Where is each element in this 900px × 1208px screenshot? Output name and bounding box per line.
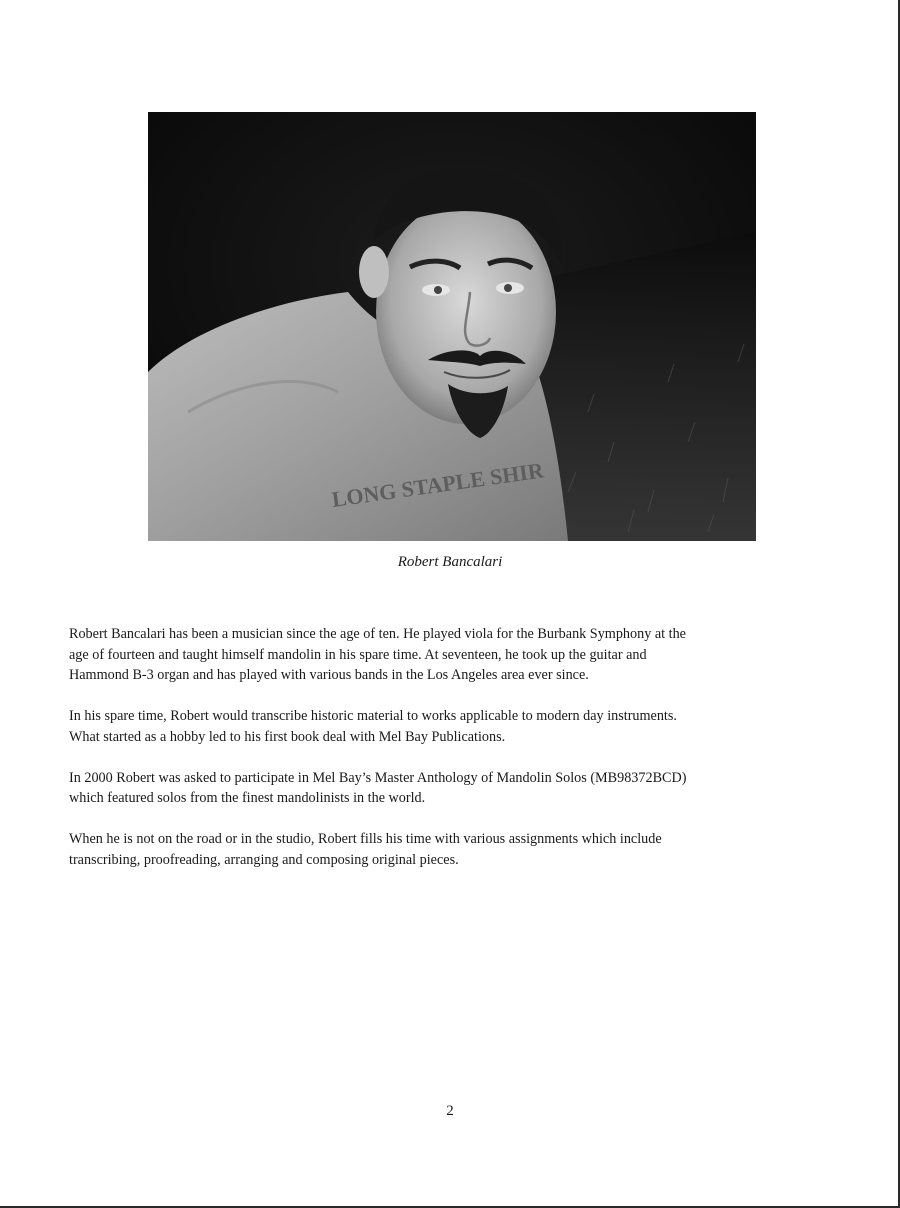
author-photo bbox=[148, 112, 756, 541]
shirt-print: LONG STAPLE SHIR bbox=[330, 457, 546, 512]
bio-paragraph: In 2000 Robert was asked to participate in Mel Bay’s Master Anthology of Mandolin Solos (MB98372BCD) which featured solos from the finest mandolinists in the world. bbox=[69, 769, 687, 806]
author-photo-drawing bbox=[148, 112, 756, 541]
page-number: 2 bbox=[446, 1103, 454, 1119]
bio-paragraph: In his spare time, Robert would transcribe historic material to works applicable to modern day instruments. What started as a hobby led to his first book deal with Mel Bay Publications. bbox=[69, 708, 677, 745]
bio-paragraph: When he is not on the road or in the studio, Robert fills his time with various assignments which include transcribing, proofreading, arranging and composing original pieces. bbox=[69, 831, 662, 868]
biography bbox=[69, 624, 849, 891]
photo-caption: Robert Bancalari bbox=[397, 554, 503, 570]
bio-paragraph: Robert Bancalari has been a musician since the age of ten. He played viola for the Burbank Symphony at the age of fourteen and taught himself mandolin in his spare time. At seventeen, he took up the guitar and Hammond B-3 organ and has played with various bands in the Los Angeles area ever since. bbox=[69, 626, 686, 683]
